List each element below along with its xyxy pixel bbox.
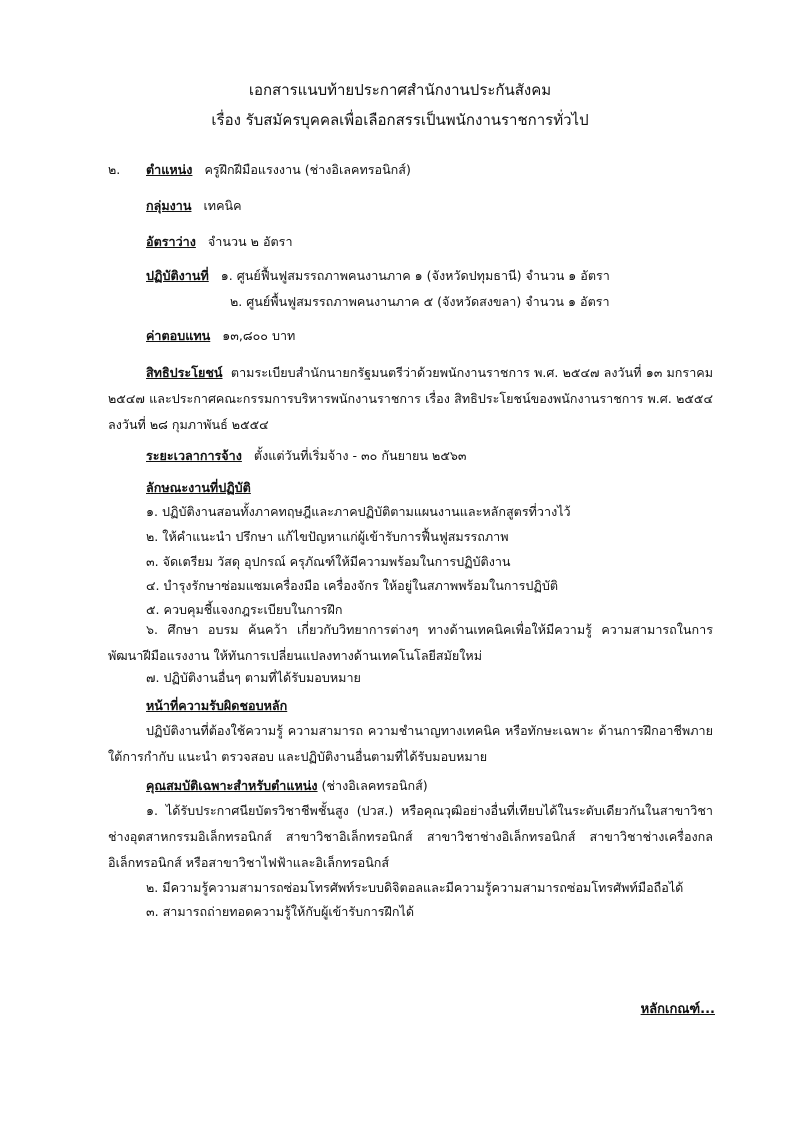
vacancy-value: จำนวน ๒ อัตรา [207,234,293,249]
continuation-marker [641,998,715,1019]
workplace-label: ปฏิบัติงานที่ [146,268,209,283]
work-group-label: กลุ่มงาน [146,198,192,213]
job-nature-item: ๒. ให้คำแนะนำ ปรึกษา แก้ไขปัญหาแก่ผู้เข้ารับการฟื้นฟูสมรรถภาพ [146,529,509,544]
benefits-label: สิทธิประโยชน์ [146,365,223,380]
qualification-item: ๒. มีความรู้ความสามารถซ่อมโทรศัพท์ระบบดิจิตอลและมีความรู้ความสามารถซ่อมโทรศัพท์มือถือได้ [146,880,684,895]
employment-period-label: ระยะเวลาการจ้าง [146,448,242,463]
responsibilities-text: ปฏิบัติงานที่ต้องใช้ความรู้ ความสามารถ ความชำนาญทางเทคนิค หรือทักษะเฉพาะ ด้านการฝึกอาชีพภายใต้การกำกับ แนะนำ ตรวจสอบ และปฏิบัติงานอื่นตามที่ได้รับมอบหมาย [108,723,713,764]
vacancy-label: อัตราว่าง [146,234,196,249]
benefits-paragraph [108,360,713,438]
qualification-item-long [108,798,713,876]
qualification-item-text: ๑. ได้รับประกาศนียบัตรวิชาชีพชั้นสูง (ปวส.) หรือคุณวุฒิอย่างอื่นที่เทียบได้ในระดับเดียวกันในสาขาวิชาช่างอุตสาหกรรมอิเล็กทรอนิกส์ สาขาวิชาอิเล็กทรอนิกส์ สาขาวิชาช่างอิเล็กทรอนิกส์ สาขาวิชาช่างเครื่องกลอิเล็กทรอนิกส์ หรือสาขาวิชาไฟฟ้าและอิเล็กทรอนิกส์ [108,803,713,870]
document-title: เอกสารแนบท้ายประกาศสำนักงานประกันสังคม [248,81,552,99]
job-nature-label: ลักษณะงานที่ปฏิบัติ [146,480,251,495]
workplace-row [146,266,610,286]
workplace-item: ๑. ศูนย์ฟื้นฟูสมรรถภาพคนงานภาค ๑ (จังหวัดปทุมธานี) จำนวน ๑ อัตรา [220,268,610,283]
continuation-text: หลักเกณฑ์... [640,1002,715,1017]
compensation-label: ค่าตอบแทน [146,328,211,343]
workplace-item: ๒. ศูนย์พื้นฟูสมรรถภาพคนงานภาค ๕ (จังหวัดสงขลา) จำนวน ๑ อัตรา [230,294,610,309]
job-nature-item: ๗. ปฏิบัติงานอื่นๆ ตามที่ได้รับมอบหมาย [146,670,361,685]
responsibilities-label: หน้าที่ความรับผิดชอบหลัก [146,698,288,713]
job-nature-item: ๔. บำรุงรักษาซ่อมแซมเครื่องมือ เครื่องจักร ให้อยู่ในสภาพพร้อมในการปฏิบัติ [146,578,558,593]
position-row [146,160,411,180]
position-value: ครูฝึกฝีมือแรงงาน (ช่างอิเลคทรอนิกส์) [204,162,411,177]
vacancy-row [146,232,293,252]
work-group-row [146,196,242,216]
work-group-value: เทคนิค [203,198,242,213]
qualifications-label: คุณสมบัติเฉพาะสำหรับตำแหน่ง [146,778,318,793]
job-nature-item: ๕. ควบคุมชี้แจงกฎระเบียบในการฝึก [146,602,343,617]
compensation-value: ๑๓,๘๐๐ บาท [222,328,296,343]
job-nature-item-text: ๖. ศึกษา อบรม ค้นคว้า เกี่ยวกับวิทยาการต่างๆ ทางด้านเทคนิคเพื่อให้มีความรู้ ความสามารถในการพัฒนาฝีมือแรงงาน ให้ทันการเปลี่ยนแปลงทางด้านเทคโนโลยีสมัยใหม่ [108,622,713,663]
qualifications-label-suffix: (ช่างอิเลคทรอนิกส์) [317,778,428,793]
job-nature-item: ๑. ปฏิบัติงานสอนทั้งภาคทฤษฎีและภาคปฏิบัติตามแผนงานและหลักสูตรที่วางไว้ [146,504,571,519]
benefits-text: ตามระเบียบสำนักนายกรัฐมนตรีว่าด้วยพนักงานราชการ พ.ศ. ๒๕๔๗ ลงวันที่ ๑๓ มกราคม ๒๕๔๗ และประกาศคณะกรรมการบริหารพนักงานราชการ เรื่อง สิทธิประโยชน์ของพนักงานราชการ พ.ศ. ๒๕๕๔ ลงวันที่ ๒๘ กุมภาพันธ์ ๒๕๕๔ [108,365,713,432]
employment-period-row [146,446,466,466]
qualifications-heading [146,776,428,796]
position-number: ๒. [108,162,121,177]
document-subject: เรื่อง รับสมัครบุคคลเพื่อเลือกสรรเป็นพนักงานราชการทั่วไป [211,111,589,129]
responsibilities-heading [146,696,287,716]
position-label: ตำแหน่ง [146,162,193,177]
job-nature-item-long [108,617,713,669]
job-nature-item: ๓. จัดเตรียม วัสดุ อุปกรณ์ ครุภัณฑ์ให้มีความพร้อมในการปฏิบัติงาน [146,554,511,569]
responsibilities-paragraph [108,718,713,770]
job-nature-heading [146,478,251,498]
compensation-row [146,326,295,346]
employment-period-value: ตั้งแต่วันที่เริ่มจ้าง - ๓๐ กันยายน ๒๕๖๓ [253,448,467,463]
qualification-item: ๓. สามารถถ่ายทอดความรู้ให้กับผู้เข้ารับการฝึกได้ [146,904,415,919]
